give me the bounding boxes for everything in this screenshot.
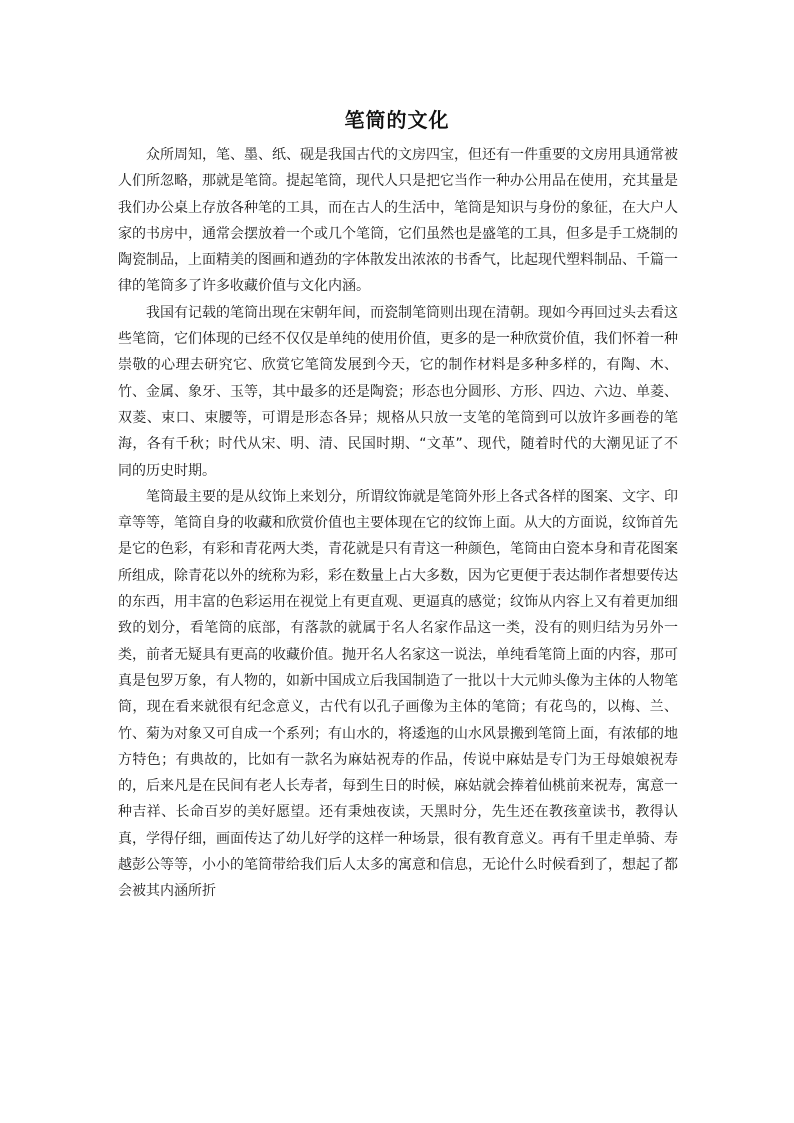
- paragraph-2: 我国有记载的笔筒出现在宋朝年间，而瓷制笔筒则出现在清朝。现如今再回过头去看这些笔筒，它们体现的已经不仅仅是单纯的使用价值，更多的是一种欣赏价值，我们怀着一种崇敬的心理去研究它、欣赏它笔筒发展到今天，它的制作材料是多种多样的，有陶、木、竹、金属、象牙、玉等，其中最多的还是陶瓷；形态也分圆形、方形、四边、六边、单菱、双菱、束口、束腰等，可谓是形态各异；规格从只放一支笔的笔筒到可以放许多画卷的笔海，各有千秋；时代从宋、明、清、民国时期、“文革”、现代，随着时代的大潮见证了不同的历史时期。: [118, 304, 678, 479]
- document-title: 笔筒的文化: [344, 108, 450, 132]
- paragraph-1: 众所周知，笔、墨、纸、砚是我国古代的文房四宝，但还有一件重要的文房用具通常被人们所忽略，那就是笔筒。提起笔筒，现代人只是把它当作一种办公用品在使用，充其量是我们办公桌上存放各种笔的工具，而在古人的生活中，笔筒是知识与身份的象征，在大户人家的书房中，通常会摆放着一个或几个笔筒，它们虽然也是盛笔的工具，但多是手工烧制的陶瓷制品，上面精美的图画和遒劲的字体散发出浓浓的书香气，比起现代塑料制品、千篇一律的笔筒多了许多收藏价值与文化内涵。: [118, 147, 678, 295]
- document-body: [118, 142, 678, 905]
- paragraph-3: 笔筒最主要的是从纹饰上来划分，所谓纹饰就是笔筒外形上各式各样的图案、文字、印章等等，笔筒自身的收藏和欣赏价值也主要体现在它的纹饰上面。从大的方面说，纹饰首先是它的色彩，有彩和青花两大类，青花就是只有青这一种颜色，笔筒由白瓷本身和青花图案所组成，除青花以外的统称为彩，彩在数量上占大多数，因为它更便于表达制作者想要传达的东西，用丰富的色彩运用在视觉上有更直观、更逼真的感觉；纹饰从内容上又有着更加细致的划分，看笔筒的底部，有落款的就属于名人名家作品这一类，没有的则归结为另外一类，前者无疑具有更高的收藏价值。抛开名人名家这一说法，单纯看笔筒上面的内容，那可真是包罗万象，有人物的，如新中国成立后我国制造了一批以十大元帅头像为主体的人物笔筒，现在看来就很有纪念意义，古代有以孔子画像为主体的笔筒；有花鸟的，以梅、兰、竹、菊为对象又可自成一个系列；有山水的，将逶迤的山水风景搬到笔筒上面，有浓郁的地方特色；有典故的，比如有一款名为麻姑祝寿的作品，传说中麻姑是专门为王母娘娘祝寿的，后来凡是在民间有老人长寿者，每到生日的时候，麻姑就会捧着仙桃前来祝寿，寓意一种吉祥、长命百岁的美好愿望。还有秉烛夜读，天黑时分，先生还在教孩童读书，教得认真，学得仔细，画面传达了幼儿好学的这样一种场景，很有教育意义。再有千里走单骑、寿越彭公等等，小小的笔筒带给我们后人太多的寓意和信息，无论什么时候看到了，想起了都会被其内涵所折: [118, 488, 678, 900]
